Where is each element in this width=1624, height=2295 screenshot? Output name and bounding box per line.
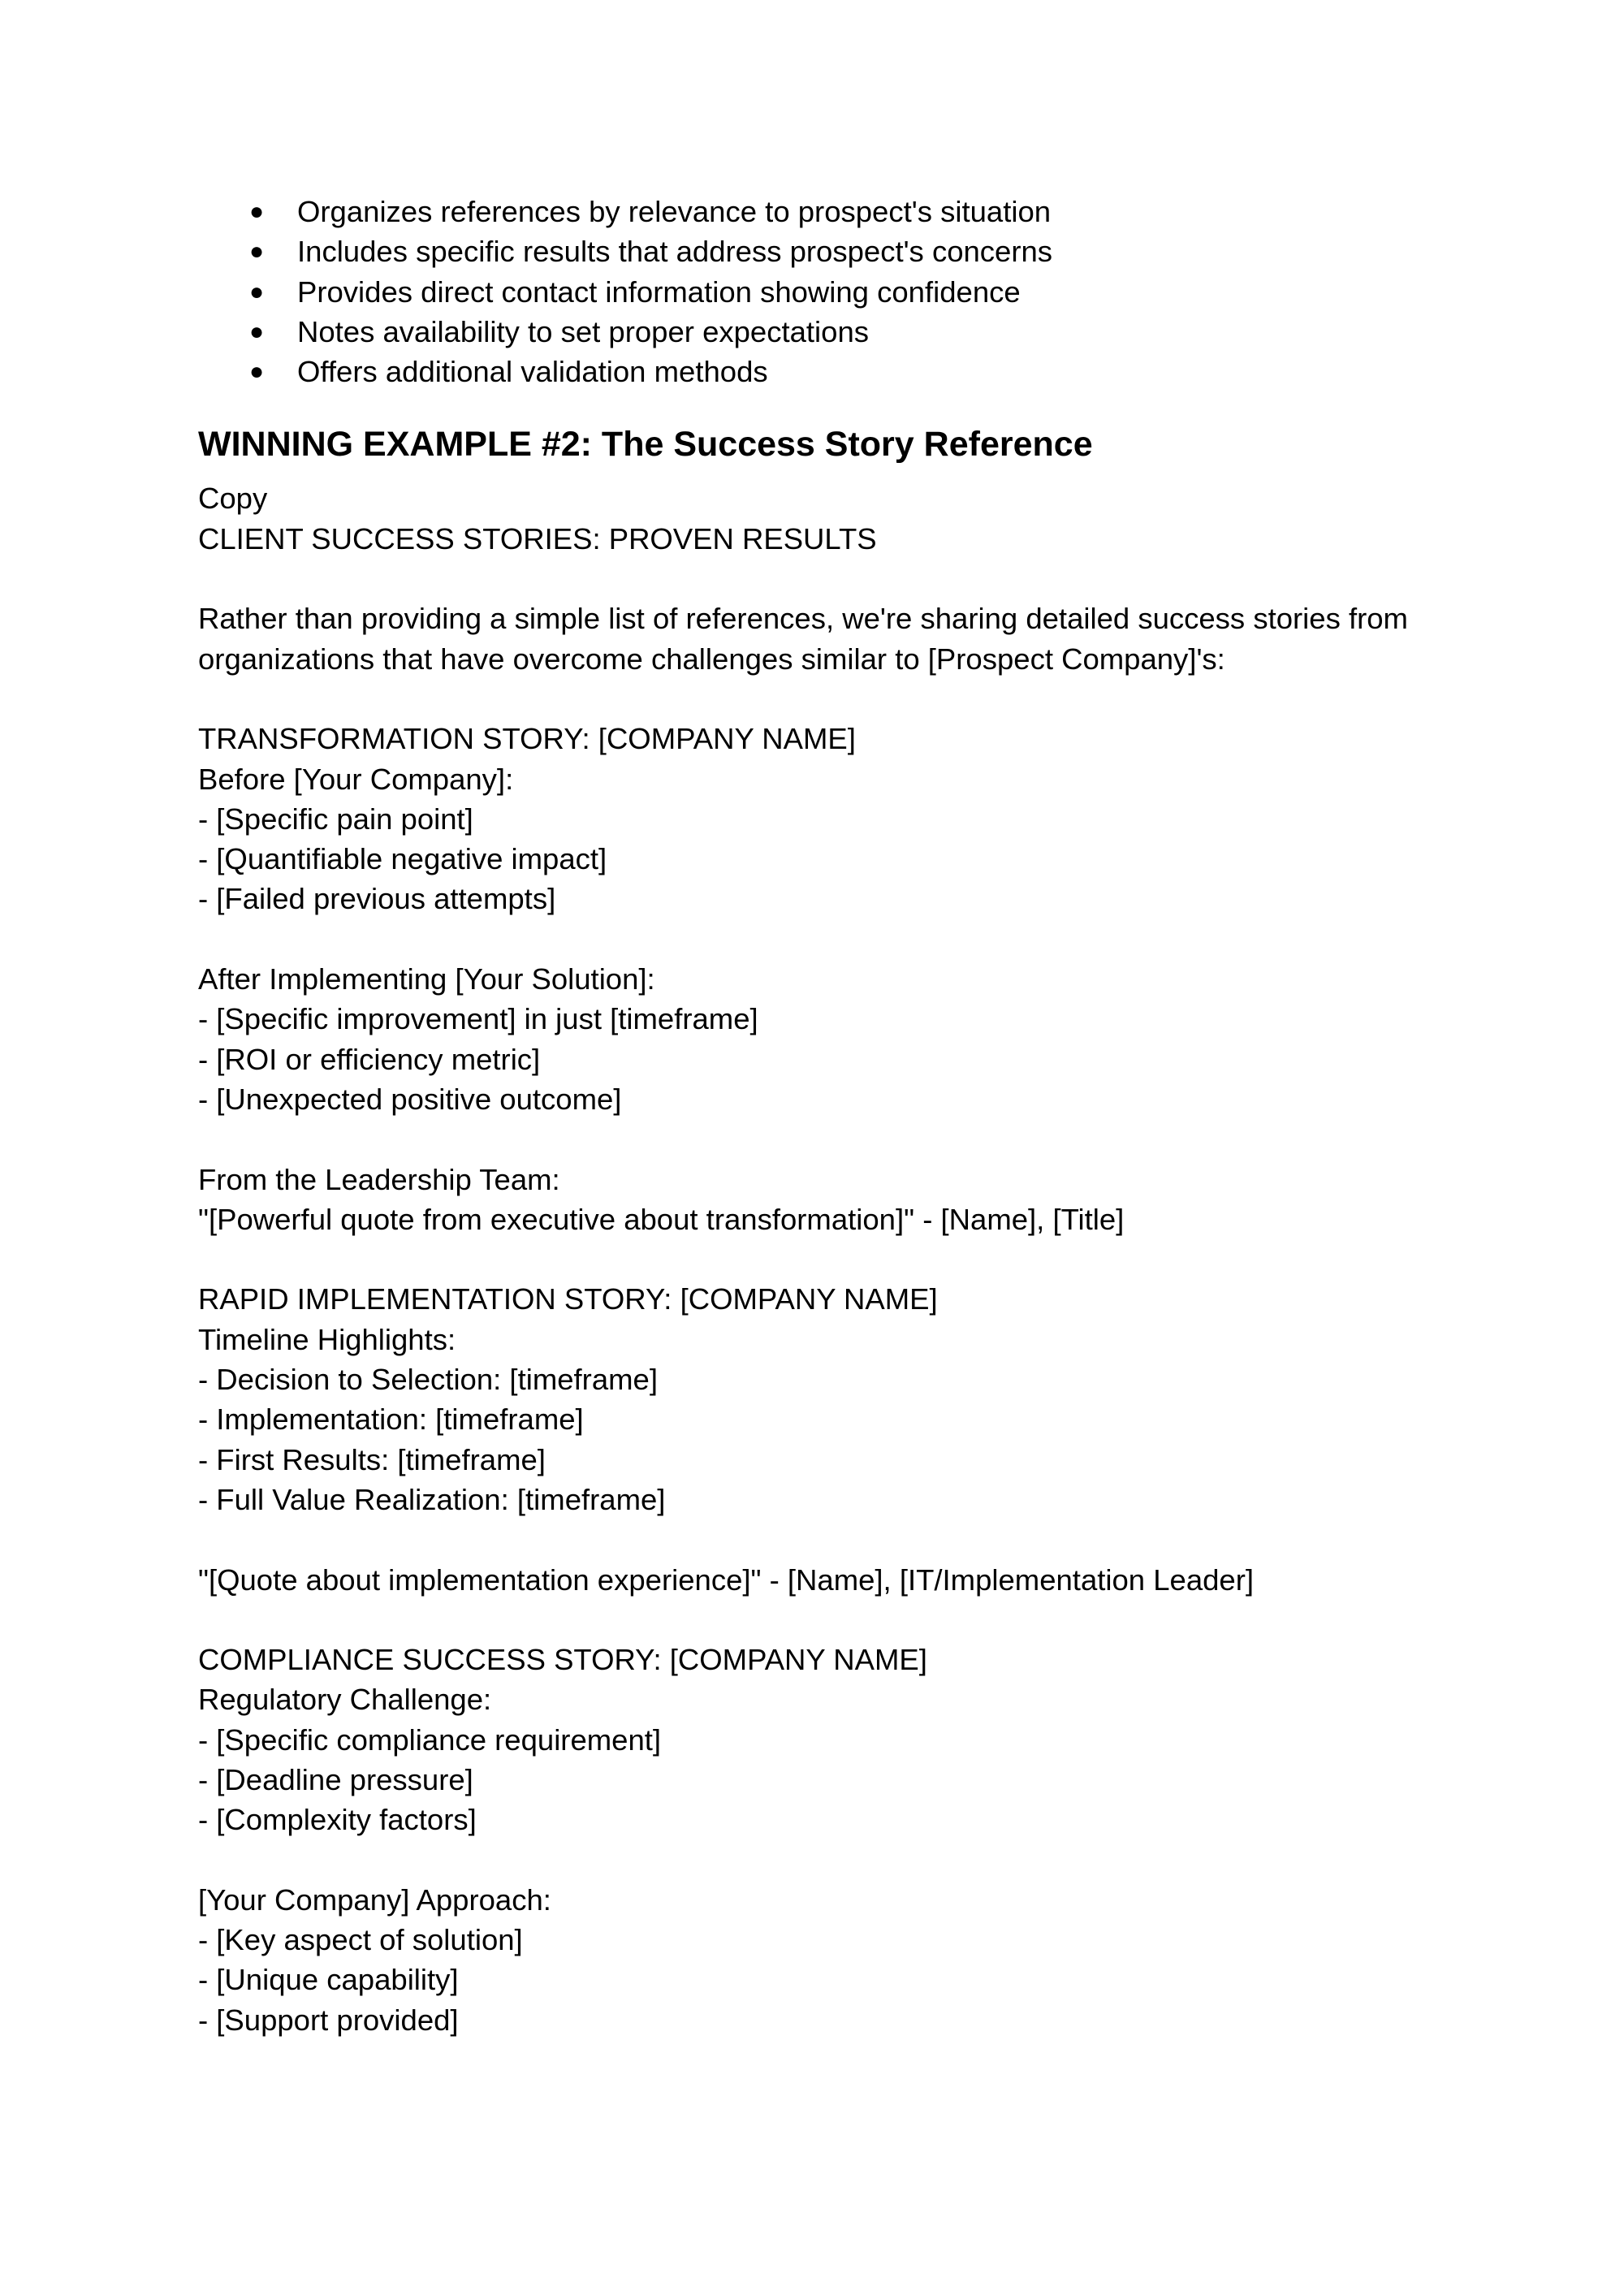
blank-line [198,1519,1449,1559]
bullet-icon: ● [249,318,265,345]
list-item [198,272,1449,312]
list-item [198,352,1449,391]
bullet-icon: ● [249,358,265,386]
story-subheading: Before [Your Company]: [198,762,514,796]
list-item [198,231,1449,271]
list-item-text: Organizes references by relevance to prospect's situation [297,195,1052,228]
story-point: - [ROI or efficiency metric] [198,1042,541,1076]
list-item [198,192,1449,231]
list-item-text: Offers additional validation methods [297,355,768,389]
story-point: - [Specific improvement] in just [timeframe] [198,1002,758,1036]
story-title-rapid-implementation: RAPID IMPLEMENTATION STORY: [COMPANY NAME] [198,1282,938,1316]
block-title: CLIENT SUCCESS STORIES: PROVEN RESULTS [198,521,877,555]
list-item-text: Provides direct contact information showing confidence [297,274,1021,309]
blank-line [198,1119,1449,1159]
bullet-icon: ● [249,278,265,305]
story-point: - Implementation: [timeframe] [198,1402,584,1437]
bullet-icon: ● [249,238,265,266]
intro-paragraph: Rather than providing a simple list of references, we're sharing detailed success stories from organizations that have overcome challenges similar to [Prospect Company]'s: [198,602,1408,676]
story-point: - [Complexity factors] [198,1803,477,1837]
story-point: - [Unique capability] [198,1963,459,1997]
blank-line [198,919,1449,959]
story-point: - [Failed previous attempts] [198,882,556,916]
blank-line [198,1840,1449,1880]
story-title-transformation: TRANSFORMATION STORY: [COMPANY NAME] [198,722,856,756]
blank-line [198,559,1449,599]
blank-line [198,1600,1449,1640]
story-point: - Full Value Realization: [timeframe] [198,1482,666,1516]
document-body [198,192,1449,2040]
template-block [198,478,1449,2040]
story-subheading: From the Leadership Team: [198,1162,560,1196]
story-title-compliance: COMPLIANCE SUCCESS STORY: [COMPANY NAME] [198,1643,927,1677]
story-point: - First Results: [timeframe] [198,1442,546,1476]
story-point: - [Specific compliance requirement] [198,1722,662,1757]
story-point: - Decision to Selection: [timeframe] [198,1363,658,1397]
list-item [198,312,1449,352]
story-subheading: Timeline Highlights: [198,1322,456,1356]
story-quote: "[Quote about implementation experience]" - [Name], [IT/Implementation Leader] [198,1562,1255,1597]
story-point: - [Quantifiable negative impact] [198,842,607,876]
bullet-icon: ● [249,198,265,225]
story-point: - [Unexpected positive outcome] [198,1082,622,1116]
blank-line [198,1239,1449,1279]
story-subheading: [Your Company] Approach: [198,1882,551,1917]
section-heading: WINNING EXAMPLE #2: The Success Story Reference [198,425,1093,465]
list-item-text: Notes availability to set proper expectations [297,314,870,348]
story-point: - [Specific pain point] [198,802,473,836]
story-subheading: After Implementing [Your Solution]: [198,962,655,996]
story-point: - [Key aspect of solution] [198,1923,523,1957]
bullet-list [198,192,1449,391]
story-quote: "[Powerful quote from executive about transformation]" - [Name], [Title] [198,1202,1125,1236]
story-point: - [Support provided] [198,2003,459,2037]
story-subheading: Regulatory Challenge: [198,1683,492,1717]
list-item-text: Includes specific results that address prospect's concerns [297,235,1053,269]
blank-line [198,679,1449,719]
story-point: - [Deadline pressure] [198,1762,473,1796]
copy-label[interactable]: Copy [198,482,268,516]
